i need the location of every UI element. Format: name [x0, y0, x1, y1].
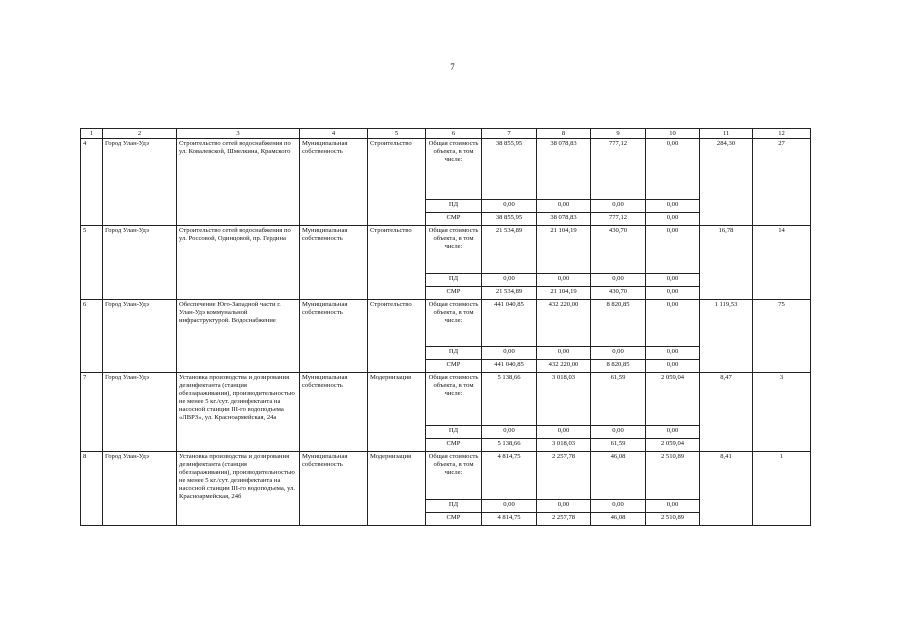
value-cell: 38 855,95 [482, 139, 537, 200]
column-12-cell: 1 [753, 452, 811, 526]
row-number-cell: 4 [81, 139, 103, 226]
value-cell: 0,00 [482, 426, 537, 439]
cost-label-cell: Общая стоимость объекта, в том числе: [426, 300, 482, 347]
value-cell: 8 820,85 [591, 300, 646, 347]
city-cell: Город Улан-Удэ [103, 139, 177, 226]
value-cell: 2 059,04 [646, 439, 700, 452]
column-12-cell: 14 [753, 226, 811, 300]
value-cell: 46,08 [591, 513, 646, 526]
value-cell: 0,00 [537, 426, 591, 439]
value-cell: 21 104,19 [537, 287, 591, 300]
work-type-cell: Строительство [368, 139, 426, 226]
value-cell: 0,00 [646, 360, 700, 373]
value-cell: 61,59 [591, 373, 646, 426]
city-cell: Город Улан-Удэ [103, 300, 177, 373]
value-cell: 0,00 [537, 200, 591, 213]
work-type-cell: Модернизация [368, 373, 426, 452]
value-cell: 432 220,00 [537, 360, 591, 373]
value-cell: 46,08 [591, 452, 646, 500]
column-header: 9 [591, 129, 646, 139]
value-cell: 441 040,85 [482, 300, 537, 347]
cost-label-cell: Общая стоимость объекта, в том числе: [426, 226, 482, 274]
table-row [81, 373, 811, 426]
value-cell: 0,00 [646, 300, 700, 347]
value-cell: 38 078,83 [537, 139, 591, 200]
cost-label-cell: СМР [426, 360, 482, 373]
value-cell: 0,00 [646, 426, 700, 439]
object-name-cell: Строительство сетей водоснабжения по ул. Ковалевской, Шмелкина, Крамского [177, 139, 300, 226]
value-cell: 0,00 [646, 500, 700, 513]
value-cell: 21 104,19 [537, 226, 591, 274]
column-header: 8 [537, 129, 591, 139]
column-11-cell: 8,41 [700, 452, 753, 526]
cost-label-cell: ПД [426, 200, 482, 213]
cost-label-cell: СМР [426, 513, 482, 526]
row-number-cell: 6 [81, 300, 103, 373]
value-cell: 4 814,75 [482, 452, 537, 500]
cost-label-cell: СМР [426, 439, 482, 452]
value-cell: 0,00 [482, 200, 537, 213]
value-cell: 0,00 [646, 200, 700, 213]
column-11-cell: 1 119,53 [700, 300, 753, 373]
value-cell: 0,00 [646, 287, 700, 300]
value-cell: 0,00 [646, 226, 700, 274]
value-cell: 0,00 [591, 426, 646, 439]
value-cell: 38 078,83 [537, 213, 591, 226]
value-cell: 441 040,85 [482, 360, 537, 373]
value-cell: 0,00 [646, 139, 700, 200]
table-row [81, 452, 811, 500]
value-cell: 21 534,89 [482, 226, 537, 274]
work-type-cell: Строительство [368, 226, 426, 300]
investment-table [80, 128, 811, 526]
value-cell: 3 018,03 [537, 439, 591, 452]
value-cell: 5 138,66 [482, 439, 537, 452]
value-cell: 777,12 [591, 213, 646, 226]
cost-label-cell: ПД [426, 426, 482, 439]
table-row [81, 139, 811, 200]
cost-label-cell: ПД [426, 274, 482, 287]
row-number-cell: 8 [81, 452, 103, 526]
object-name-cell: Установка производства и дозирования дезинфектанта (станция обеззараживания), производительностью не менее 5 кг./сут. дезинфектанта на насосной станции III-го водоподъема, ул. Красноармейская, 24б [177, 452, 300, 526]
value-cell: 0,00 [537, 274, 591, 287]
value-cell: 430,70 [591, 226, 646, 274]
column-header: 12 [753, 129, 811, 139]
value-cell: 0,00 [591, 200, 646, 213]
column-12-cell: 27 [753, 139, 811, 226]
column-number-row [81, 129, 811, 139]
page-number: 7 [450, 62, 455, 72]
value-cell: 0,00 [646, 213, 700, 226]
table-body [81, 129, 811, 526]
column-header: 10 [646, 129, 700, 139]
value-cell: 5 138,66 [482, 373, 537, 426]
value-cell: 0,00 [482, 347, 537, 360]
column-11-cell: 8,47 [700, 373, 753, 452]
row-number-cell: 5 [81, 226, 103, 300]
object-name-cell: Обеспечение Юго-Западной части г. Улан-Удэ коммунальной инфраструктурой. Водоснабжение [177, 300, 300, 373]
value-cell: 21 534,89 [482, 287, 537, 300]
cost-label-cell: Общая стоимость объекта, в том числе: [426, 139, 482, 200]
value-cell: 2 257,78 [537, 513, 591, 526]
column-11-cell: 284,30 [700, 139, 753, 226]
cost-label-cell: ПД [426, 347, 482, 360]
value-cell: 0,00 [482, 274, 537, 287]
value-cell: 0,00 [591, 274, 646, 287]
value-cell: 3 018,03 [537, 373, 591, 426]
value-cell: 61,59 [591, 439, 646, 452]
work-type-cell: Строительство [368, 300, 426, 373]
object-name-cell: Строительство сетей водоснабжения по ул. Россовой, Одинцовой, пр. Гердина [177, 226, 300, 300]
cost-label-cell: СМР [426, 287, 482, 300]
city-cell: Город Улан-Удэ [103, 373, 177, 452]
column-header: 6 [426, 129, 482, 139]
value-cell: 0,00 [591, 500, 646, 513]
work-type-cell: Модернизация [368, 452, 426, 526]
value-cell: 0,00 [591, 347, 646, 360]
value-cell: 0,00 [537, 500, 591, 513]
table-row [81, 226, 811, 274]
column-header: 11 [700, 129, 753, 139]
row-number-cell: 7 [81, 373, 103, 452]
value-cell: 38 855,95 [482, 213, 537, 226]
value-cell: 432 220,00 [537, 300, 591, 347]
ownership-cell: Муниципальная собственность [300, 226, 368, 300]
ownership-cell: Муниципальная собственность [300, 139, 368, 226]
object-name-cell: Установка производства и дозирования дезинфектанта (станция обеззараживания), производительностью не менее 5 кг./сут. дезинфектанта на насосной станции III-го водоподъема «ЛВРЗ», ул. Красноармейская, 24а [177, 373, 300, 452]
column-header: 7 [482, 129, 537, 139]
table-row [81, 300, 811, 347]
value-cell: 0,00 [646, 347, 700, 360]
ownership-cell: Муниципальная собственность [300, 373, 368, 452]
value-cell: 777,12 [591, 139, 646, 200]
city-cell: Город Улан-Удэ [103, 452, 177, 526]
cost-label-cell: Общая стоимость объекта, в том числе: [426, 452, 482, 500]
cost-label-cell: СМР [426, 213, 482, 226]
value-cell: 2 059,04 [646, 373, 700, 426]
value-cell: 8 820,85 [591, 360, 646, 373]
value-cell: 0,00 [537, 347, 591, 360]
ownership-cell: Муниципальная собственность [300, 452, 368, 526]
city-cell: Город Улан-Удэ [103, 226, 177, 300]
ownership-cell: Муниципальная собственность [300, 300, 368, 373]
column-11-cell: 16,78 [700, 226, 753, 300]
value-cell: 0,00 [482, 500, 537, 513]
column-header: 2 [103, 129, 177, 139]
value-cell: 2 510,89 [646, 452, 700, 500]
column-12-cell: 3 [753, 373, 811, 452]
value-cell: 430,70 [591, 287, 646, 300]
value-cell: 0,00 [646, 274, 700, 287]
column-header: 3 [177, 129, 300, 139]
column-header: 1 [81, 129, 103, 139]
value-cell: 2 257,78 [537, 452, 591, 500]
column-header: 4 [300, 129, 368, 139]
value-cell: 2 510,89 [646, 513, 700, 526]
column-12-cell: 75 [753, 300, 811, 373]
value-cell: 4 814,75 [482, 513, 537, 526]
cost-label-cell: ПД [426, 500, 482, 513]
cost-label-cell: Общая стоимость объекта, в том числе: [426, 373, 482, 426]
column-header: 5 [368, 129, 426, 139]
